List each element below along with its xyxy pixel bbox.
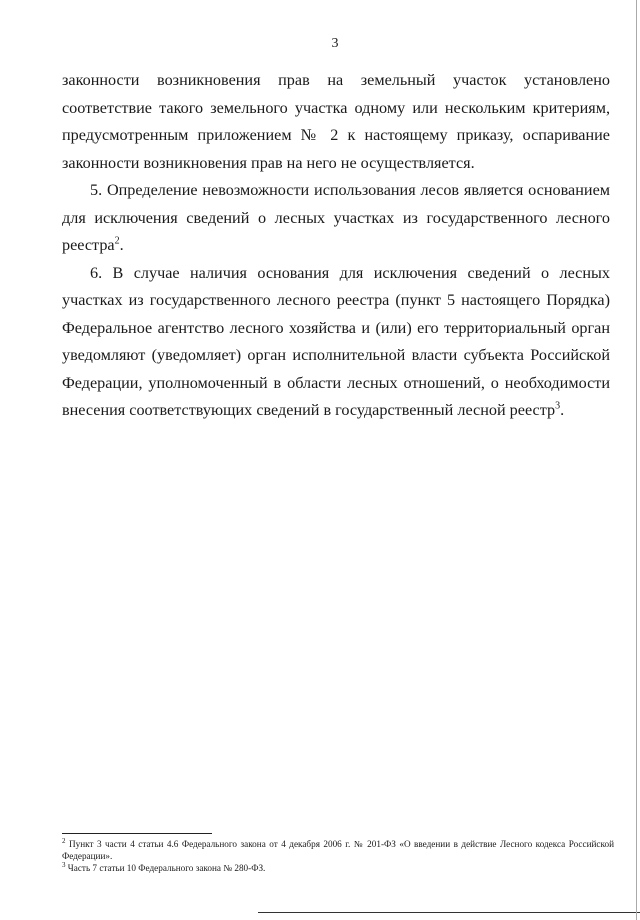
paragraph-continued: законности возникновения прав на земельный участок установлено соответствие такого земельного участка одному или нескольким критериям, предусмотренным приложением № 2 к настоящему приказу, оспаривание законности возникновения прав на него не осуществляется. xyxy=(62,71,610,172)
paragraph-5-text: 5. Определение невозможности использования лесов является основанием для исключения сведений о лесных участках из государственного лесного реестра xyxy=(62,181,610,254)
footnote-separator xyxy=(62,833,212,834)
footnotes xyxy=(62,838,614,874)
footnote-ref-2[interactable]: 2 xyxy=(114,235,120,247)
paragraph-5-end: . xyxy=(119,236,124,254)
footnote-marker: 2 xyxy=(62,836,66,845)
footnote-text: Часть 7 статьи 10 Федерального закона № 280-ФЗ. xyxy=(65,863,266,873)
footnote-marker: 3 xyxy=(62,860,66,869)
paragraph-6-text: 6. В случае наличия основания для исключения сведений о лесных участках из государственного лесного реестра (пункт 5 настоящего Порядка) Федеральное агентство лесного хозяйства и (или) его территориальный орган уведомляют (уведомляет) орган исполнительной власти субъекта Российской Федерации, уполномоченный в области лесных отношений, о необходимости внесения соответствующих сведений в государственный лесной реестр xyxy=(62,263,610,419)
footnote-2 xyxy=(62,838,614,862)
footnote-3 xyxy=(62,862,614,874)
footnote-text: Пункт 3 части 4 статьи 4.6 Федерального закона от 4 декабря 2006 г. № 201-ФЗ «О введении в действие Лесного кодекса Российской Федерации». xyxy=(62,839,614,861)
document-body xyxy=(62,67,610,425)
scan-edge-line xyxy=(258,912,640,913)
page-number: 3 xyxy=(331,36,339,51)
paragraph-6-end: . xyxy=(560,401,565,419)
paragraph-5 xyxy=(62,177,610,260)
footnote-ref-3[interactable]: 3 xyxy=(555,400,561,412)
scan-edge-line xyxy=(636,0,637,920)
paragraph-6 xyxy=(62,260,610,425)
